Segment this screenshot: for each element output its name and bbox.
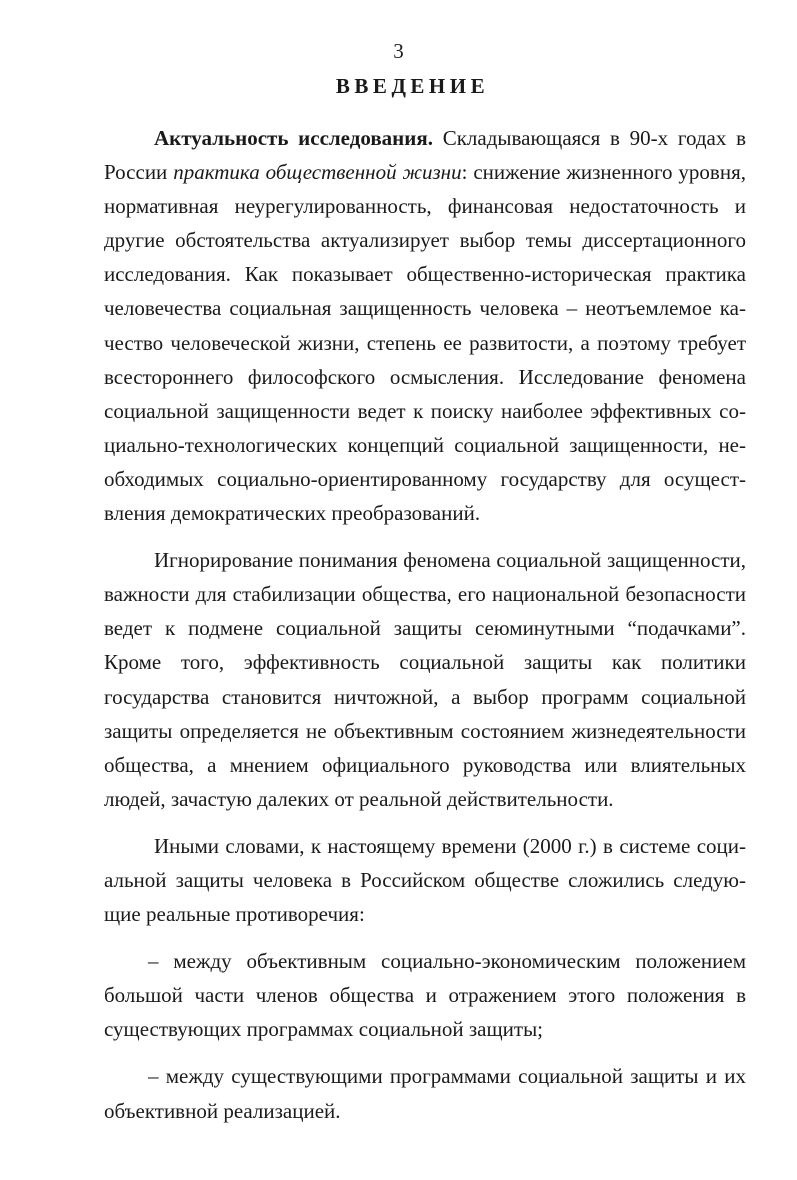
paragraph-relevance	[104, 121, 746, 530]
emphasis-text: практика общественной жизни	[173, 160, 462, 185]
body-text	[104, 121, 746, 1141]
paragraph-contradictions: Иными словами, к настоящему времени (2000 г.) в системе социальной защиты человека в Российском обществе сложились следующие реальные противоречия:	[104, 833, 746, 927]
page-number: 3	[393, 39, 404, 63]
paragraph-text: Складывающаяся в 90-х годах в России	[104, 126, 746, 185]
list-item: – между объективным социально-экономическим положением большой части членов общества и отражением этого положения в существующих программах социальной защиты;	[104, 949, 746, 1042]
page-title: ВВЕДЕНИЕ	[335, 74, 490, 98]
list-item: – между существующими программами социальной защиты и их объективной реализацией.	[104, 1064, 746, 1123]
paragraph-lead: Актуальность исследования.	[154, 126, 433, 150]
paragraph-ignoring: Игнорирование понимания феномена социальной защищенности, важности для стабилизации общества, его национальной безопасности ведет к подмене социальной защиты сеюминутными “подачками”. Кроме того, эффективность социальной защиты как политики государства становится ничтожной, а выбор программ социальной защиты определяется не объективным состоянием жизнедеятельности общества, а мнением официального руководства или влиятельных людей, зачастую далеких от реальной действительности.	[104, 548, 746, 811]
paragraph-text: : снижение жизненного уровня, нормативная неурегулированность, финансовая недостаточность и другие обстоятельства актуализирует выбор темы диссертационного исследования. Как показывает общественно-историческая практика человечества социальная защищенность человека – неотъемлемое качество человеческой жизни, степень ее развитости, а поэтому требует всестороннего философского осмысления. Исследование феномена социальной защищенности ведет к поиску наиболее эффективных социально-технологических концепций социальной защищенности, необходимых социально-ориентированному государству для осуществления демократических преобразований.	[104, 160, 746, 526]
